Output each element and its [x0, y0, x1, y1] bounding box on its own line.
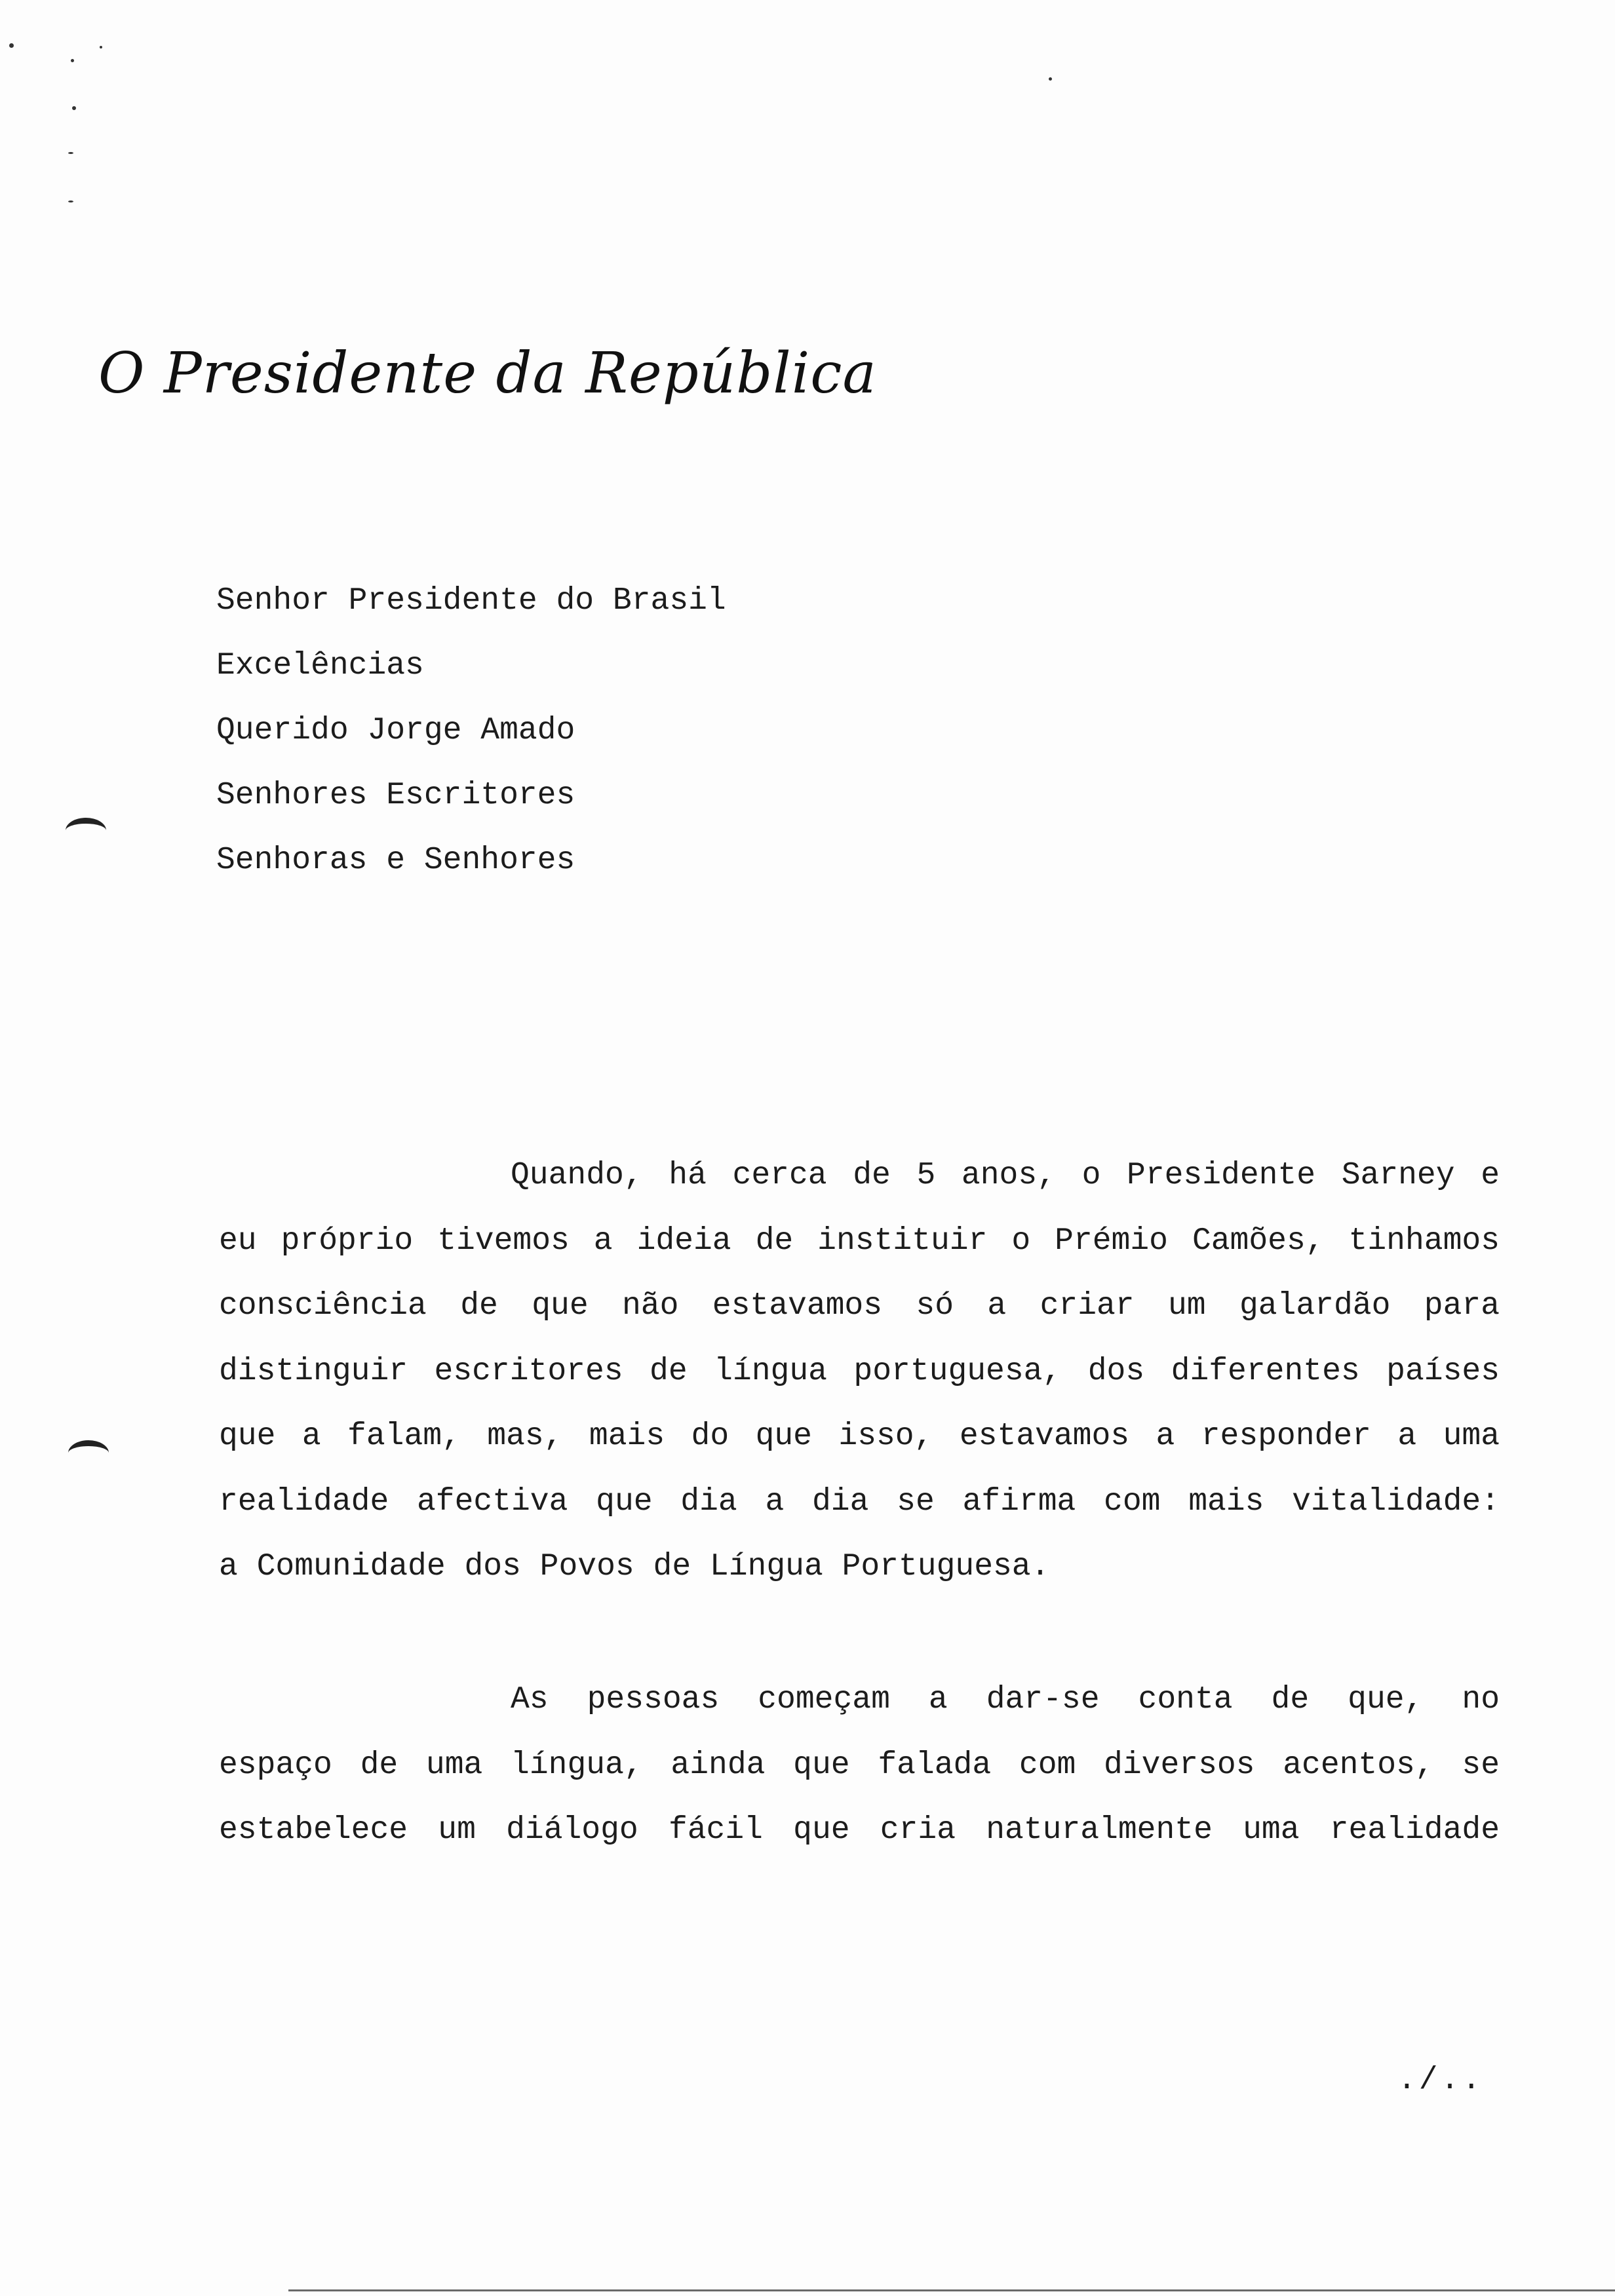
salutation-line: Excelências [216, 648, 424, 683]
salutation-line: Senhor Presidente do Brasil [216, 583, 726, 619]
paragraph-line: eu próprio tivemos a ideia de instituir o Prémio Camões, tinhamos [219, 1223, 1500, 1259]
scan-speck [71, 59, 74, 62]
scan-speck [100, 46, 102, 48]
letterhead-title: O Presidente da República [98, 341, 877, 406]
paragraph-line: a Comunidade dos Povos de Língua Portuguesa. [219, 1549, 1050, 1584]
body-paragraph [219, 1668, 1500, 1864]
paragraph-line: realidade afectiva que dia a dia se afirma com mais vitalidade: [219, 1483, 1500, 1520]
paragraph-line: As pessoas começam a dar-se conta de que, no [511, 1682, 1500, 1717]
paragraph-line: espaço de uma língua, ainda que falada com diversos acentos, se [219, 1747, 1500, 1783]
scan-speck [1049, 77, 1052, 81]
salutation-line: Senhoras e Senhores [216, 843, 575, 878]
paragraph-line: que a falam, mas, mais do que isso, estavamos a responder a uma [219, 1419, 1500, 1454]
salutation-line: Querido Jorge Amado [216, 713, 575, 748]
paragraph-line: estabelece um diálogo fácil que cria naturalmente uma realidade [219, 1812, 1500, 1848]
punch-hole-mark [66, 818, 106, 843]
salutation-line: Senhores Escritores [216, 778, 575, 813]
punch-hole-mark [68, 1440, 109, 1466]
paragraph-line: distinguir escritores de língua portuguesa, dos diferentes países [219, 1353, 1500, 1389]
page-edge-rule [288, 2289, 1615, 2291]
continuation-mark: ./.. [1397, 2063, 1484, 2098]
body-paragraph [219, 1143, 1500, 1600]
scan-speck [9, 43, 14, 48]
salutation-block [216, 569, 726, 893]
paragraph-line: Quando, há cerca de 5 anos, o Presidente Sarney e [511, 1158, 1500, 1193]
scan-speck [72, 106, 76, 110]
scan-speck [68, 152, 73, 154]
scan-speck [68, 201, 73, 202]
paragraph-line: consciência de que não estavamos só a criar um galardão para [219, 1288, 1500, 1324]
